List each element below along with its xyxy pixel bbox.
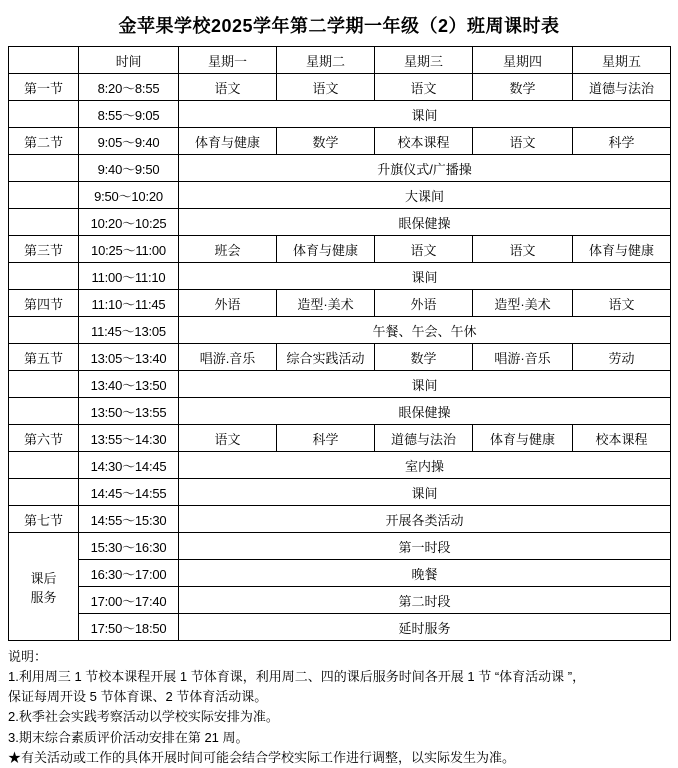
activity-span-cell: 眼保健操 xyxy=(179,209,671,236)
period-empty xyxy=(9,263,79,290)
activity-span-cell: 室内操 xyxy=(179,452,671,479)
subject-cell: 语文 xyxy=(179,74,277,101)
subject-cell: 造型·美术 xyxy=(277,290,375,317)
activity-span-cell: 大课间 xyxy=(179,182,671,209)
subject-cell: 语文 xyxy=(473,236,573,263)
table-row xyxy=(9,101,671,128)
weekly-schedule-table xyxy=(8,46,671,641)
activity-span-cell: 课间 xyxy=(179,479,671,506)
subject-cell: 科学 xyxy=(277,425,375,452)
activity-span-cell: 眼保健操 xyxy=(179,398,671,425)
activity-span-cell: 晚餐 xyxy=(179,560,671,587)
time-slot: 8:20～8:55 xyxy=(79,74,179,101)
subject-cell: 体育与健康 xyxy=(277,236,375,263)
time-slot: 9:05～9:40 xyxy=(79,128,179,155)
table-row xyxy=(9,533,671,560)
time-slot: 13:50～13:55 xyxy=(79,398,179,425)
schedule-body xyxy=(9,47,671,641)
subject-cell: 语文 xyxy=(179,425,277,452)
notes-line-4: 3.期末综合素质评价活动安排在第 21 周。 xyxy=(8,729,249,745)
time-slot: 13:55～14:30 xyxy=(79,425,179,452)
subject-cell: 体育与健康 xyxy=(473,425,573,452)
table-row xyxy=(9,209,671,236)
subject-cell: 校本课程 xyxy=(375,128,473,155)
table-row xyxy=(9,371,671,398)
after-school-label: 课后 服务 xyxy=(9,533,79,641)
notes-line-5: ★有关活动或工作的具体开展时间可能会结合学校实际工作进行调整，以实际发生为准。 xyxy=(8,749,516,765)
period-empty xyxy=(9,371,79,398)
period-empty xyxy=(9,155,79,182)
table-row xyxy=(9,425,671,452)
subject-cell: 唱游.音乐 xyxy=(179,344,277,371)
subject-cell: 综合实践活动 xyxy=(277,344,375,371)
subject-cell: 语文 xyxy=(375,74,473,101)
table-row xyxy=(9,74,671,101)
time-slot: 17:00～17:40 xyxy=(79,587,179,614)
activity-span-cell: 延时服务 xyxy=(179,614,671,641)
notes-line-2: 保证每周开设 5 节体育课、2 节体育活动课。 xyxy=(8,689,268,705)
time-slot: 14:45～14:55 xyxy=(79,479,179,506)
time-slot: 11:00～11:10 xyxy=(79,263,179,290)
subject-cell: 校本课程 xyxy=(573,425,671,452)
table-row xyxy=(9,614,671,641)
time-slot: 11:45～13:05 xyxy=(79,317,179,344)
header-day-2: 星期二 xyxy=(277,47,375,74)
table-row xyxy=(9,155,671,182)
notes-block xyxy=(8,641,670,768)
activity-span-cell: 开展各类活动 xyxy=(179,506,671,533)
table-row xyxy=(9,128,671,155)
time-slot: 11:10～11:45 xyxy=(79,290,179,317)
period-label: 第二节 xyxy=(9,128,79,155)
subject-cell: 道德与法治 xyxy=(573,74,671,101)
period-label: 第三节 xyxy=(9,236,79,263)
header-day-1: 星期一 xyxy=(179,47,277,74)
time-slot: 13:40～13:50 xyxy=(79,371,179,398)
header-day-5: 星期五 xyxy=(573,47,671,74)
time-slot: 15:30～16:30 xyxy=(79,533,179,560)
subject-cell: 造型·美术 xyxy=(473,290,573,317)
period-label: 第一节 xyxy=(9,74,79,101)
header-time: 时间 xyxy=(79,47,179,74)
period-label: 第五节 xyxy=(9,344,79,371)
subject-cell: 劳动 xyxy=(573,344,671,371)
table-row xyxy=(9,398,671,425)
time-slot: 8:55～9:05 xyxy=(79,101,179,128)
period-empty xyxy=(9,317,79,344)
subject-cell: 语文 xyxy=(473,128,573,155)
activity-span-cell: 第二时段 xyxy=(179,587,671,614)
table-header-row xyxy=(9,47,671,74)
subject-cell: 语文 xyxy=(573,290,671,317)
time-slot: 9:50～10:20 xyxy=(79,182,179,209)
table-row xyxy=(9,587,671,614)
table-row xyxy=(9,182,671,209)
subject-cell: 语文 xyxy=(375,236,473,263)
period-label: 第六节 xyxy=(9,425,79,452)
time-slot: 14:30～14:45 xyxy=(79,452,179,479)
time-slot: 14:55～15:30 xyxy=(79,506,179,533)
table-row xyxy=(9,452,671,479)
table-row xyxy=(9,236,671,263)
activity-span-cell: 课间 xyxy=(179,263,671,290)
notes-line-3: 2.秋季社会实践考察活动以学校实际安排为准。 xyxy=(8,709,279,725)
notes-heading: 说明： xyxy=(8,649,48,664)
page-title: 金苹果学校2025学年第二学期一年级（2）班周课时表 xyxy=(118,16,560,36)
subject-cell: 语文 xyxy=(277,74,375,101)
subject-cell: 数学 xyxy=(277,128,375,155)
time-slot: 17:50～18:50 xyxy=(79,614,179,641)
subject-cell: 数学 xyxy=(473,74,573,101)
subject-cell: 数学 xyxy=(375,344,473,371)
period-empty xyxy=(9,182,79,209)
activity-span-cell: 升旗仪式/广播操 xyxy=(179,155,671,182)
time-slot: 10:25～11:00 xyxy=(79,236,179,263)
header-day-4: 星期四 xyxy=(473,47,573,74)
activity-span-cell: 午餐、午会、午休 xyxy=(179,317,671,344)
header-period xyxy=(9,47,79,74)
activity-span-cell: 第一时段 xyxy=(179,533,671,560)
period-empty xyxy=(9,452,79,479)
period-empty xyxy=(9,101,79,128)
table-row xyxy=(9,344,671,371)
subject-cell: 科学 xyxy=(573,128,671,155)
table-row xyxy=(9,317,671,344)
subject-cell: 外语 xyxy=(179,290,277,317)
period-empty xyxy=(9,479,79,506)
table-row xyxy=(9,560,671,587)
subject-cell: 道德与法治 xyxy=(375,425,473,452)
table-row xyxy=(9,506,671,533)
period-label: 第七节 xyxy=(9,506,79,533)
subject-cell: 班会 xyxy=(179,236,277,263)
header-day-3: 星期三 xyxy=(375,47,473,74)
time-slot: 13:05～13:40 xyxy=(79,344,179,371)
notes-line-1: 1.利用周三 1 节校本课程开展 1 节体育课，利用周二、四的课后服务时间各开展 1 节 “体育活动课 ”， xyxy=(8,669,586,685)
period-label: 第四节 xyxy=(9,290,79,317)
period-empty xyxy=(9,398,79,425)
activity-span-cell: 课间 xyxy=(179,371,671,398)
subject-cell: 外语 xyxy=(375,290,473,317)
time-slot: 16:30～17:00 xyxy=(79,560,179,587)
time-slot: 10:20～10:25 xyxy=(79,209,179,236)
table-row xyxy=(9,479,671,506)
period-empty xyxy=(9,209,79,236)
subject-cell: 体育与健康 xyxy=(573,236,671,263)
table-row xyxy=(9,290,671,317)
activity-span-cell: 课间 xyxy=(179,101,671,128)
time-slot: 9:40～9:50 xyxy=(79,155,179,182)
table-row xyxy=(9,263,671,290)
subject-cell: 唱游·音乐 xyxy=(473,344,573,371)
subject-cell: 体育与健康 xyxy=(179,128,277,155)
